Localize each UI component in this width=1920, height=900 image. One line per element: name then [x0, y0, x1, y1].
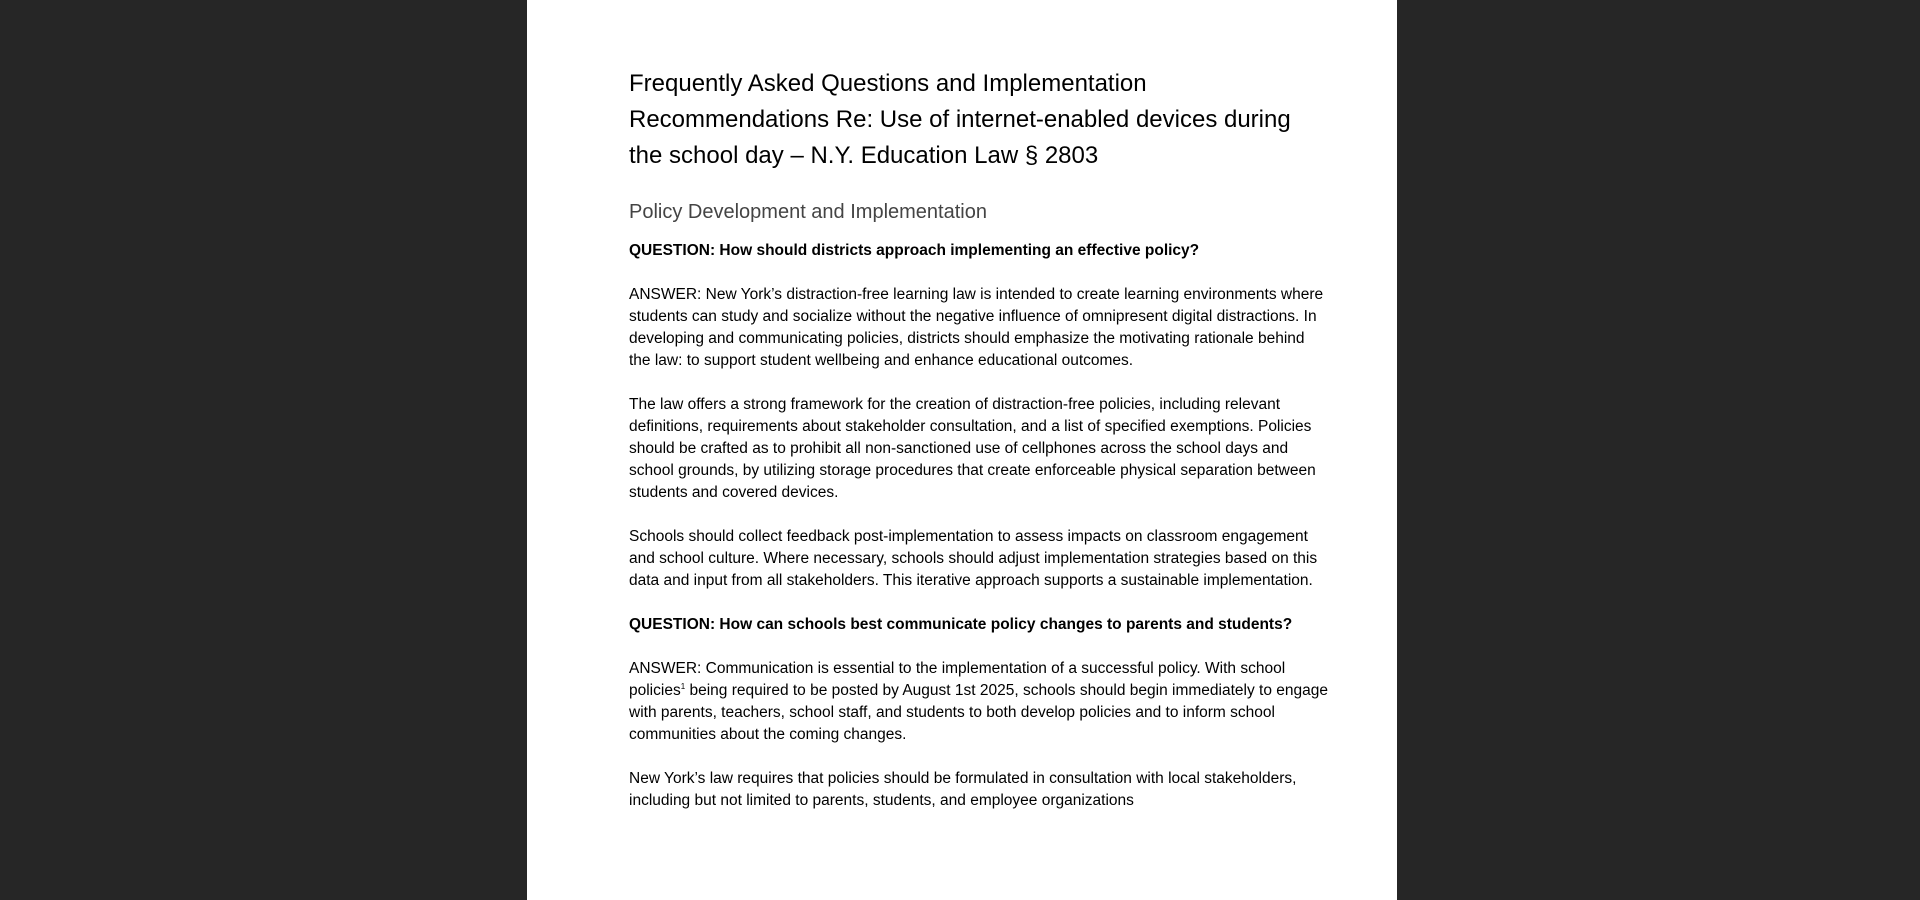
- document-title: Frequently Asked Questions and Implementation Recommendations Re: Use of internet-enabled devices during the school day – N.Y. Education Law § 2803: [629, 70, 1291, 169]
- document-page[interactable]: [527, 0, 1397, 900]
- question-1: QUESTION: How should districts approach implementing an effective policy?: [629, 242, 1200, 259]
- answer-2-paragraph-1: [629, 658, 1329, 746]
- footnote-mark[interactable]: 1: [680, 681, 686, 691]
- answer-1-paragraph-3: Schools should collect feedback post-implementation to assess impacts on classroom engagement and school culture. Where necessary, schools should adjust implementation strategies based on this data and input from all stakeholders. This iterative approach supports a sustainable implementation.: [629, 528, 1318, 589]
- section-heading: Policy Development and Implementation: [629, 201, 987, 223]
- answer-2-paragraph-2: New York’s law requires that policies should be formulated in consultation with local stakeholders, including but not limited to parents, students, and employee organizations: [629, 770, 1297, 809]
- page-content: [629, 66, 1329, 834]
- answer-1-paragraph-2: The law offers a strong framework for the creation of distraction-free policies, including relevant definitions, requirements about stakeholder consultation, and a list of specified exemptions. Policies should be crafted as to prohibit all non-sanctioned use of cellphones across the school days and school grounds, by utilizing storage procedures that create enforceable physical separation between students and covered devices.: [629, 396, 1316, 501]
- question-2: QUESTION: How can schools best communicate policy changes to parents and students?: [629, 616, 1293, 633]
- answer-2-text-start: ANSWER: Communication is essential to the implementation of a successful policy. With school policies: [629, 660, 1286, 699]
- answer-1-paragraph-1: ANSWER: New York’s distraction-free learning law is intended to create learning environments where students can study and socialize without the negative influence of omnipresent digital distractions. In developing and communicating policies, districts should emphasize the motivating rationale behind the law: to support student wellbeing and enhance educational outcomes.: [629, 286, 1324, 369]
- answer-2-text-end: being required to be posted by August 1st 2025, schools should begin immediately to engage with parents, teachers, school staff, and students to both develop policies and to inform school communities about the coming changes.: [629, 682, 1328, 743]
